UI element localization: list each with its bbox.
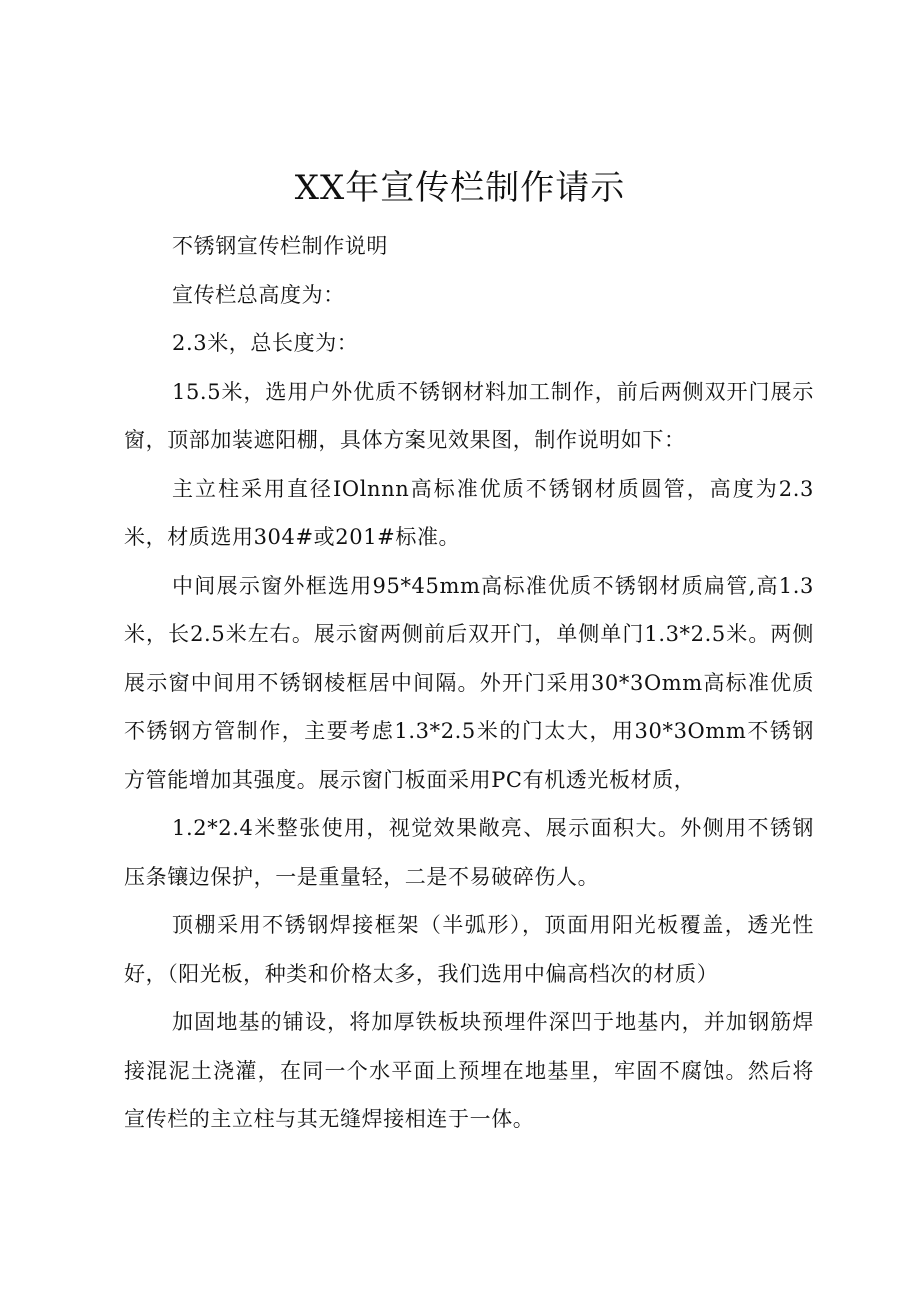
document-title: XX年宣传栏制作请示	[294, 168, 626, 208]
paragraph-total-height: 宣传栏总高度为：	[172, 282, 345, 307]
paragraph-total-length: 2.3米，总长度为：	[172, 331, 359, 355]
paragraph-display-window: 中间展示窗外框选用95*45mm高标准优质不锈钢材质扁管,高1.3米，长2.5米左右。展示窗两侧前后双开门，单侧单门1.3*2.5米。两侧展示窗中间用不锈钢棱框居中间隔。外开门采用30*3Omm高标准优质不锈钢方管制作，主要考虑1.3*2.5米的门太大，用30*3Omm不锈钢方管能增加其强度。展示窗门板面采用PC有机透光板材质，	[124, 573, 814, 792]
paragraph-overview: 15.5米，选用户外优质不锈钢材料加工制作，前后两侧双开门展示窗，顶部加装遮阳棚，具体方案见效果图，制作说明如下：	[124, 379, 814, 452]
paragraph-subtitle: 不锈钢宣传栏制作说明	[172, 234, 388, 258]
paragraph-main-pillar: 主立柱采用直径IOlnnn高标准优质不锈钢材质圆管，高度为2.3米，材质选用304#或201#标准。	[124, 476, 814, 549]
paragraph-foundation: 加固地基的铺设，将加厚铁板块预埋件深凹于地基内，并加钢筋焊接混泥土浇灌，在同一个水平面上预埋在地基里，牢固不腐蚀。然后将宣传栏的主立柱与其无缝焊接相连于一体。	[124, 1010, 814, 1131]
paragraph-canopy: 顶棚采用不锈钢焊接框架（半弧形），顶面用阳光板覆盖，透光性好，（阳光板，种类和价格太多，我们选用中偏高档次的材质）	[124, 913, 814, 986]
document-body	[124, 222, 814, 1144]
paragraph-panel-size: 1.2*2.4米整张使用，视觉效果敞亮、展示面积大。外侧用不锈钢压条镶边保护，一是重量轻，二是不易破碎伤人。	[124, 816, 814, 889]
